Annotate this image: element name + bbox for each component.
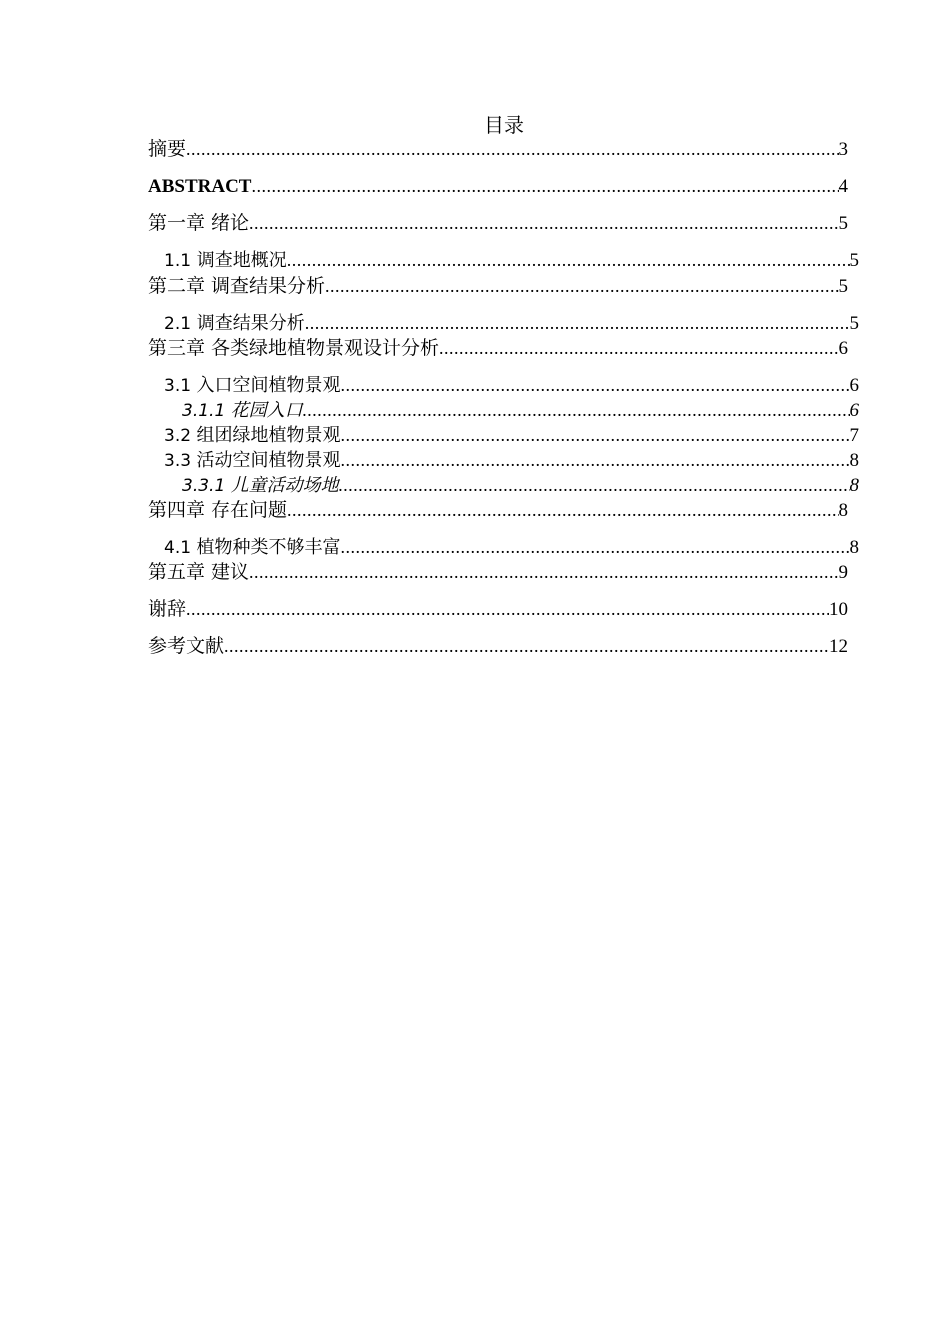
toc-entry-label [164, 249, 287, 272]
toc-section-number: 3.3 [164, 451, 197, 471]
toc-dot-leader [303, 398, 850, 422]
toc-dot-leader [249, 560, 838, 584]
toc-entry-label: 摘要 [148, 138, 187, 160]
toc-dot-leader [439, 336, 838, 360]
toc-entry-chapter-2[interactable] [148, 274, 848, 298]
toc-entry-subsection-3-1-1[interactable] [182, 398, 859, 422]
toc-section-title: 植物种类不够丰富 [196, 537, 341, 558]
toc-dot-leader [287, 248, 850, 272]
toc-page-number: 6 [849, 400, 859, 421]
toc-entry-chapter-3[interactable] [148, 336, 848, 360]
toc-section-number: 3.2 [164, 426, 197, 446]
toc-section-title: 调查地概况 [196, 250, 287, 271]
toc-entry-label [164, 536, 340, 559]
toc-entry-references[interactable] [148, 634, 848, 658]
toc-entry-label [182, 399, 303, 422]
toc-entry-chapter-4[interactable] [148, 498, 848, 522]
toc-entry-subsection-3-3-1[interactable] [182, 473, 859, 497]
toc-entry-label: 第四章 存在问题 [148, 499, 288, 521]
toc-section-number: 3.1.1 [182, 401, 231, 421]
toc-entry-label: ABSTRACT [148, 176, 252, 197]
toc-entry-section-1-1[interactable] [164, 248, 859, 272]
toc-entry-chapter-1[interactable] [148, 211, 848, 235]
toc-section-number: 1.1 [164, 251, 192, 271]
toc-title: 目录 [484, 113, 524, 137]
toc-entry-section-3-1[interactable] [164, 373, 859, 397]
toc-entry-chapter-5[interactable] [148, 560, 848, 584]
toc-dot-leader [305, 311, 850, 335]
toc-entry-label [164, 424, 340, 447]
toc-page-number: 12 [829, 636, 848, 657]
toc-page-number: 3 [838, 139, 848, 160]
toc-section-title: 入口空间植物景观 [196, 375, 341, 396]
toc-entry-label [164, 312, 305, 335]
toc-entry-label [164, 449, 340, 472]
toc-dot-leader [340, 535, 849, 559]
toc-entry-label [182, 474, 339, 497]
toc-page-number: 8 [849, 475, 859, 496]
toc-entry-acknowledgements[interactable] [148, 597, 848, 621]
toc-entry-label: 参考文献 [148, 635, 225, 657]
toc-page-number: 6 [849, 375, 859, 396]
toc-page-number: 10 [829, 599, 848, 620]
toc-dot-leader [186, 597, 829, 621]
toc-entry-label [164, 374, 340, 397]
toc-page-number: 5 [838, 276, 848, 297]
toc-page-number: 5 [849, 313, 859, 334]
toc-dot-leader [340, 448, 849, 472]
toc-page-number: 7 [849, 425, 859, 446]
toc-entry-label: 第二章 调查结果分析 [148, 275, 326, 297]
toc-page-number: 8 [849, 450, 859, 471]
toc-page-number: 8 [849, 537, 859, 558]
toc-section-title: 活动空间植物景观 [196, 450, 341, 471]
toc-dot-leader [224, 634, 829, 658]
toc-dot-leader [251, 174, 838, 198]
toc-page-number: 6 [838, 338, 848, 359]
toc-page-number: 5 [849, 250, 859, 271]
toc-dot-leader [340, 373, 849, 397]
toc-section-title: 调查结果分析 [196, 313, 305, 334]
toc-section-title: 组团绿地植物景观 [196, 425, 341, 446]
toc-section-number: 3.3.1 [182, 476, 231, 496]
toc-entry-section-3-2[interactable] [164, 423, 859, 447]
toc-page-number: 9 [838, 562, 848, 583]
toc-section-number: 2.1 [164, 314, 192, 334]
toc-entry-label: 第一章 绪论 [148, 212, 250, 234]
toc-entry-abstract-cn[interactable] [148, 137, 848, 161]
toc-entry-label: 第三章 各类绿地植物景观设计分析 [148, 337, 440, 359]
toc-section-number: 3.1 [164, 376, 197, 396]
toc-entry-section-4-1[interactable] [164, 535, 859, 559]
toc-dot-leader [325, 274, 838, 298]
toc-page-number: 5 [838, 213, 848, 234]
toc-section-title: 儿童活动场地 [230, 475, 339, 496]
toc-dot-leader [340, 423, 849, 447]
toc-entry-label: 谢辞 [148, 598, 187, 620]
toc-dot-leader [249, 211, 838, 235]
toc-entry-label: 第五章 建议 [148, 561, 250, 583]
toc-entry-section-2-1[interactable] [164, 311, 859, 335]
toc-entry-section-3-3[interactable] [164, 448, 859, 472]
toc-dot-leader [186, 137, 838, 161]
toc-dot-leader [339, 473, 850, 497]
toc-entry-abstract-en[interactable] [148, 174, 848, 198]
toc-section-title: 花园入口 [230, 400, 303, 421]
toc-section-number: 4.1 [164, 538, 197, 558]
toc-page-number: 8 [838, 500, 848, 521]
toc-dot-leader [287, 498, 838, 522]
toc-page-number: 4 [838, 176, 848, 197]
